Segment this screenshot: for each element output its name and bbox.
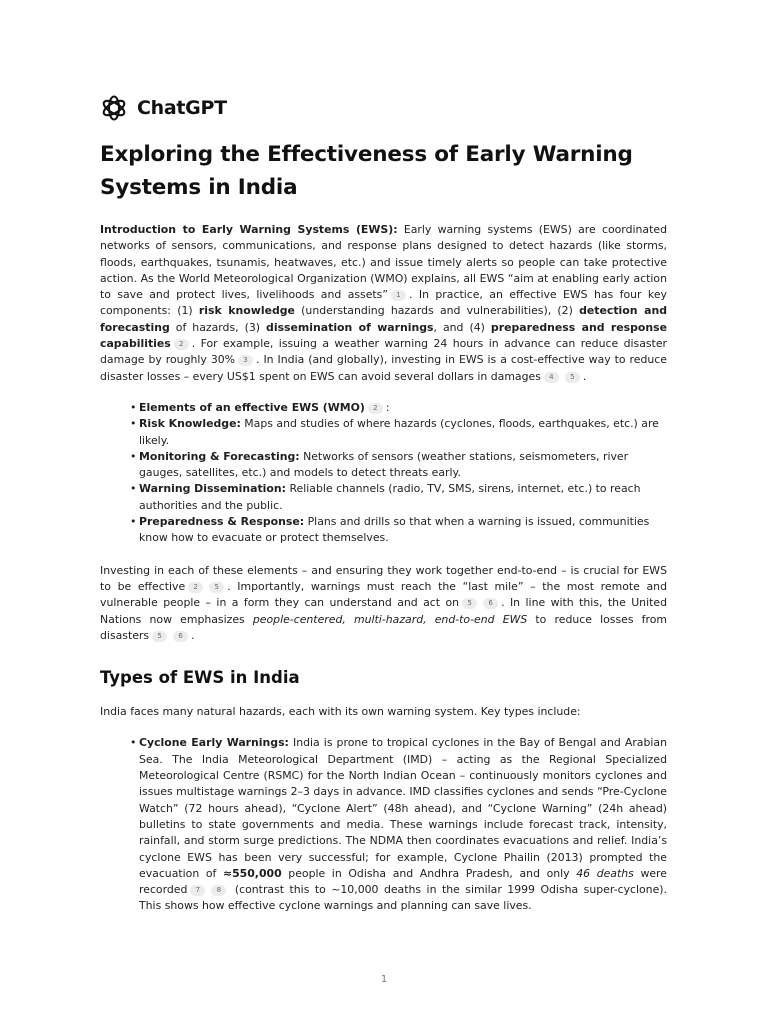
list-item-bold: ≈550,000 xyxy=(222,866,282,880)
intro-bold: detection and forecasting xyxy=(100,304,667,334)
paragraph-text: . Importantly, warnings must reach the “last mile” – the most remote and vulnerable people – in a form they can understand and act on xyxy=(100,579,667,610)
intro-text: Early warning systems (EWS) are coordinated networks of sensors, communications, and response plans designed to detect hazards (like storms, floods, earthquakes, tsunamis, heatwaves, etc.) and issue timely alerts so people can take protective action. As the World Meteorological Organization (WMO) explains, all EWS “aim at enabling early action to save and protect lives, livelihoods and assets” xyxy=(100,223,667,302)
list-item xyxy=(130,449,667,482)
intro-text: of hazards, (3) xyxy=(169,320,267,334)
list-item-label: Monitoring & Forecasting: xyxy=(139,449,300,463)
list-item xyxy=(130,416,667,449)
intro-text: , and (4) xyxy=(433,320,491,334)
paragraph-text: . In line with this, the United Nations now emphasizes xyxy=(100,596,667,626)
citation-badge[interactable]: 4 xyxy=(544,372,559,383)
citation-badge[interactable]: 8 xyxy=(211,885,226,896)
paragraph-text: to reduce losses from disasters xyxy=(100,612,667,642)
page-number: 1 xyxy=(380,974,388,985)
list-item xyxy=(130,400,667,416)
list-item-label: Cyclone Early Warnings: xyxy=(139,736,289,750)
citation-badge[interactable]: 6 xyxy=(483,598,498,609)
list-item-text: were recorded xyxy=(139,866,667,897)
ews-types-list xyxy=(100,735,667,914)
list-item-label: Warning Dissemination: xyxy=(139,482,287,496)
intro-text: (understanding hazards and vulnerabilities), (2) xyxy=(294,304,580,318)
list-item-text: Plans and drills so that when a warning is issued, communities know how to evacuate or protect themselves. xyxy=(139,515,650,545)
list-item xyxy=(130,735,667,914)
list-item xyxy=(130,481,667,514)
section-intro: India faces many natural hazards, each with its own warning system. Key types include: xyxy=(100,705,581,719)
emphasis-text: 46 deaths xyxy=(576,866,634,880)
intro-label: Introduction to Early Warning Systems (EWS): xyxy=(100,223,398,236)
header xyxy=(100,94,227,122)
list-item-label: Risk Knowledge: xyxy=(139,417,241,431)
list-item-text: Networks of sensors (weather stations, seismometers, river gauges, satellites, etc.) and models to detect threats early. xyxy=(139,449,629,480)
list-item-text: Maps and studies of where hazards (cyclones, floods, earthquakes, etc.) are likely. xyxy=(139,417,659,447)
citation-badge[interactable]: 3 xyxy=(238,355,253,366)
intro-bold: risk knowledge xyxy=(198,304,295,318)
investing-paragraph xyxy=(100,563,667,644)
citation-badge[interactable]: 2 xyxy=(368,403,383,414)
intro-bold: dissemination of warnings xyxy=(266,320,434,334)
intro-paragraph xyxy=(100,222,667,385)
list-item-label: Preparedness & Response: xyxy=(139,515,305,529)
openai-logo-icon xyxy=(100,94,128,122)
emphasis-text: people-centered, multi-hazard, end-to-end EWS xyxy=(252,612,528,626)
intro-text: . In practice, an effective EWS has four key components: (1) xyxy=(100,288,667,318)
paragraph-text: Investing in each of these elements – and ensuring they work together end-to-end – is crucial for EWS to be effective xyxy=(100,563,667,593)
citation-badge[interactable]: 5 xyxy=(209,582,224,593)
list-item-text: Reliable channels (radio, TV, SMS, sirens, internet, etc.) to reach authorities and the public. xyxy=(139,482,641,512)
intro-bold: preparedness and response capabilities xyxy=(100,320,667,351)
list-item-text: (contrast this to ~10,000 deaths in the similar 1999 Odisha super-cyclone). This shows how effective cyclone warnings and planning can save lives. xyxy=(139,883,667,913)
citation-badge[interactable]: 2 xyxy=(174,339,189,350)
citation-badge[interactable]: 5 xyxy=(152,631,167,642)
paragraph-text: . xyxy=(191,628,195,642)
citation-badge[interactable]: 7 xyxy=(190,885,205,896)
intro-text: . In India (and globally), investing in EWS is a cost-effective way to reduce disaster losses – every US$1 spent on EWS can avoid several dollars in damages xyxy=(100,353,667,383)
citation-badge[interactable]: 6 xyxy=(173,631,188,642)
section-heading: Types of EWS in India xyxy=(100,668,300,688)
citation-badge[interactable]: 2 xyxy=(188,582,203,593)
list-item xyxy=(130,514,667,547)
intro-text: . For example, issuing a weather warning 24 hours in advance can reduce disaster damage by roughly 30% xyxy=(100,337,667,367)
citation-badge[interactable]: 5 xyxy=(565,372,580,383)
brand-name: ChatGPT xyxy=(137,97,227,119)
ews-elements-list xyxy=(100,400,667,547)
list-item-text: : xyxy=(385,400,390,414)
intro-text: . xyxy=(582,369,587,383)
citation-badge[interactable]: 5 xyxy=(462,598,477,609)
citation-badge[interactable]: 1 xyxy=(391,290,406,301)
list-item-text: India is prone to tropical cyclones in the Bay of Bengal and Arabian Sea. The India Meteorological Department (IMD) – acting as the Regional Specialized Meteorological Centre (RSMC) for the North Indian Ocean – continuously monitors cyclones and issues multistage warnings 2–3 days in advance. IMD classifies cyclones and sends “Pre-Cyclone Watch” (72 hours ahead), “Cyclone Alert” (48h ahead), and “Cyclone Warning” (24h ahead) bulletins to state governments and media. These warnings include forecast track, intensity, rainfall, and storm surge predictions. The NDMA then coordinates evacuations and relief. India’s cyclone EWS has been very successful; for example, Cyclone Phailin (2013) prompted the evacuation of xyxy=(139,736,667,880)
document-title: Exploring the Effectiveness of Early Warning Systems in India xyxy=(100,142,633,200)
list-item-text: people in Odisha and Andhra Pradesh, and only xyxy=(281,866,577,880)
list-item-label: Elements of an effective EWS (WMO) xyxy=(139,400,365,414)
document-body xyxy=(100,138,667,915)
